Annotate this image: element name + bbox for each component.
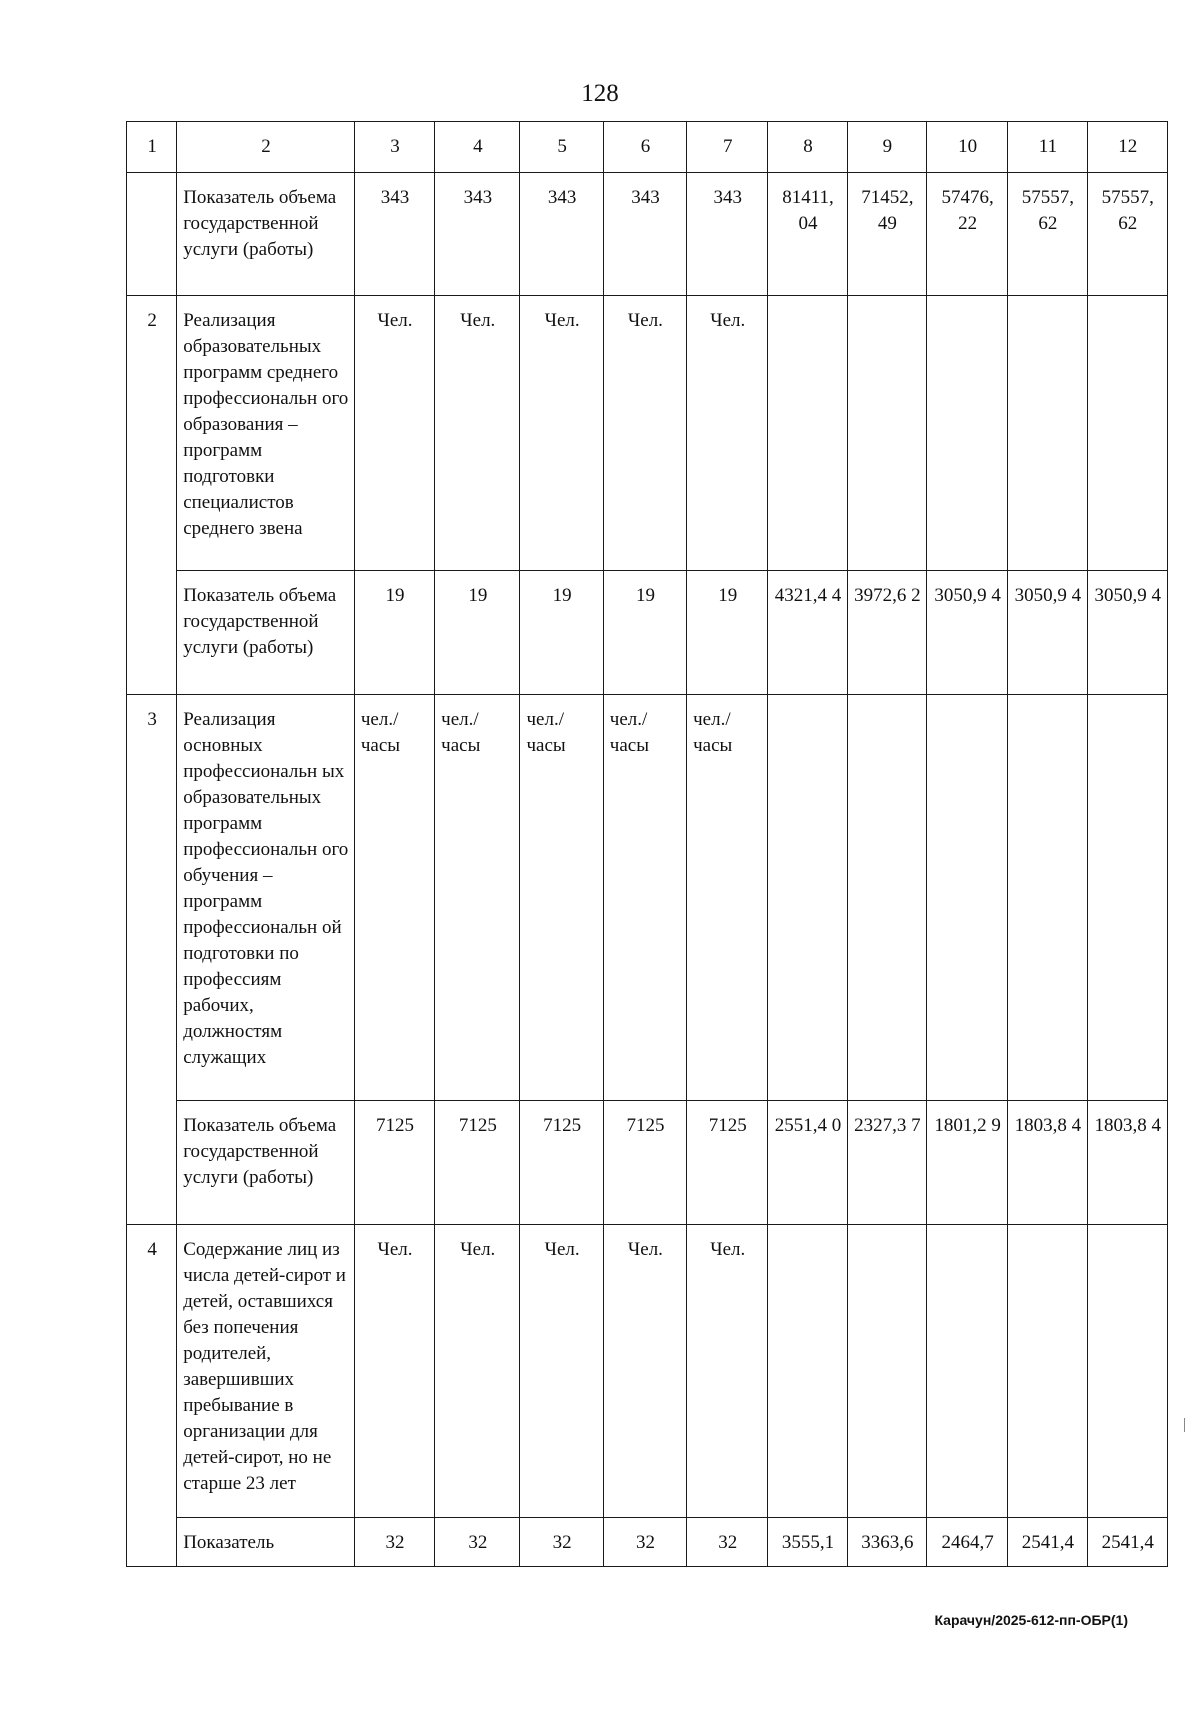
unit-cell: Чел.	[520, 1225, 603, 1518]
value-cell: 32	[435, 1518, 520, 1567]
unit-cell: чел./ часы	[687, 695, 768, 1101]
unit-cell: Чел.	[435, 296, 520, 571]
header-cell: 2	[177, 122, 355, 173]
header-cell: 8	[768, 122, 847, 173]
value-cell: 3050,9 4	[1087, 571, 1167, 695]
unit-cell: Чел.	[435, 1225, 520, 1518]
unit-cell: Чел.	[603, 1225, 686, 1518]
unit-cell: Чел.	[354, 296, 434, 571]
name-cell: Реализация образовательных программ среднего профессиональн ого образования – программ подготовки специалистов среднего звена	[177, 296, 355, 571]
value-cell	[847, 695, 926, 1101]
unit-cell: Чел.	[354, 1225, 434, 1518]
header-cell: 3	[354, 122, 434, 173]
value-cell: 32	[520, 1518, 603, 1567]
value-cell	[768, 296, 847, 571]
name-cell: Показатель объема государственной услуги (работы)	[177, 571, 355, 695]
table-row	[127, 173, 1168, 296]
value-cell: 57557, 62	[1087, 173, 1167, 296]
name-cell: Показатель объема государственной услуги (работы)	[177, 173, 355, 296]
value-cell: 7125	[520, 1101, 603, 1225]
value-cell: 32	[687, 1518, 768, 1567]
value-cell: 19	[354, 571, 434, 695]
table-row	[127, 1101, 1168, 1225]
value-cell: 57557, 62	[1008, 173, 1087, 296]
value-cell	[1087, 695, 1167, 1101]
value-cell: 2551,4 0	[768, 1101, 847, 1225]
value-cell: 71452, 49	[847, 173, 926, 296]
unit-cell: Чел.	[520, 296, 603, 571]
value-cell	[926, 296, 1007, 571]
value-cell	[847, 1225, 926, 1518]
budget-table	[126, 121, 1168, 1567]
row-number-cell: 2	[127, 296, 177, 695]
unit-cell: чел./ часы	[603, 695, 686, 1101]
value-cell	[1008, 1225, 1087, 1518]
header-cell: 4	[435, 122, 520, 173]
value-cell	[1008, 695, 1087, 1101]
value-cell: 3050,9 4	[1008, 571, 1087, 695]
table-row	[127, 571, 1168, 695]
value-cell: 3050,9 4	[926, 571, 1007, 695]
value-cell: 7125	[603, 1101, 686, 1225]
value-cell: 343	[603, 173, 686, 296]
value-cell	[1008, 296, 1087, 571]
value-cell: 7125	[354, 1101, 434, 1225]
value-cell: 57476, 22	[926, 173, 1007, 296]
value-cell	[768, 695, 847, 1101]
name-cell: Реализация основных профессиональн ых образовательных программ профессиональн ого обучения – программ профессиональн ой подготовки по профессиям рабочих, должностям служащих	[177, 695, 355, 1101]
page-number: 128	[581, 80, 619, 107]
value-cell	[1087, 296, 1167, 571]
value-cell	[1087, 1225, 1167, 1518]
table-row	[127, 1518, 1168, 1567]
header-cell: 12	[1087, 122, 1167, 173]
value-cell: 2541,4	[1087, 1518, 1167, 1567]
value-cell: 19	[687, 571, 768, 695]
header-cell: 1	[127, 122, 177, 173]
unit-cell: чел./ часы	[354, 695, 434, 1101]
name-cell: Показатель	[177, 1518, 355, 1567]
header-cell: 11	[1008, 122, 1087, 173]
value-cell: 1801,2 9	[926, 1101, 1007, 1225]
value-cell: 2541,4	[1008, 1518, 1087, 1567]
value-cell: 32	[603, 1518, 686, 1567]
value-cell: 343	[435, 173, 520, 296]
value-cell: 32	[354, 1518, 434, 1567]
value-cell: 3555,1	[768, 1518, 847, 1567]
header-cell: 7	[687, 122, 768, 173]
value-cell: 19	[520, 571, 603, 695]
value-cell: 4321,4 4	[768, 571, 847, 695]
unit-cell: Чел.	[687, 296, 768, 571]
value-cell: 2327,3 7	[847, 1101, 926, 1225]
unit-cell: чел./ часы	[435, 695, 520, 1101]
name-cell: Показатель объема государственной услуги (работы)	[177, 1101, 355, 1225]
value-cell: 81411, 04	[768, 173, 847, 296]
scan-mark	[1184, 1418, 1185, 1432]
name-cell: Содержание лиц из числа детей-сирот и детей, оставшихся без попечения родителей, завершивших пребывание в организации для детей-сирот, но не старше 23 лет	[177, 1225, 355, 1518]
value-cell: 19	[435, 571, 520, 695]
document-footer: Карачун/2025-612-пп-ОБР(1)	[934, 1612, 1128, 1628]
table-header-row	[127, 122, 1168, 173]
header-cell: 6	[603, 122, 686, 173]
value-cell: 19	[603, 571, 686, 695]
table-row	[127, 296, 1168, 571]
value-cell	[847, 296, 926, 571]
value-cell	[926, 695, 1007, 1101]
unit-cell: Чел.	[687, 1225, 768, 1518]
value-cell: 343	[687, 173, 768, 296]
unit-cell: Чел.	[603, 296, 686, 571]
header-cell: 10	[926, 122, 1007, 173]
row-number-cell	[127, 173, 177, 296]
value-cell	[926, 1225, 1007, 1518]
value-cell: 343	[520, 173, 603, 296]
table-row	[127, 1225, 1168, 1518]
value-cell: 7125	[435, 1101, 520, 1225]
row-number-cell: 3	[127, 695, 177, 1225]
value-cell: 1803,8 4	[1008, 1101, 1087, 1225]
header-cell: 9	[847, 122, 926, 173]
value-cell: 343	[354, 173, 434, 296]
row-number-cell: 4	[127, 1225, 177, 1567]
value-cell: 2464,7	[926, 1518, 1007, 1567]
table-row	[127, 695, 1168, 1101]
value-cell	[768, 1225, 847, 1518]
value-cell: 7125	[687, 1101, 768, 1225]
header-cell: 5	[520, 122, 603, 173]
value-cell: 3363,6	[847, 1518, 926, 1567]
unit-cell: чел./ часы	[520, 695, 603, 1101]
value-cell: 3972,6 2	[847, 571, 926, 695]
value-cell: 1803,8 4	[1087, 1101, 1167, 1225]
